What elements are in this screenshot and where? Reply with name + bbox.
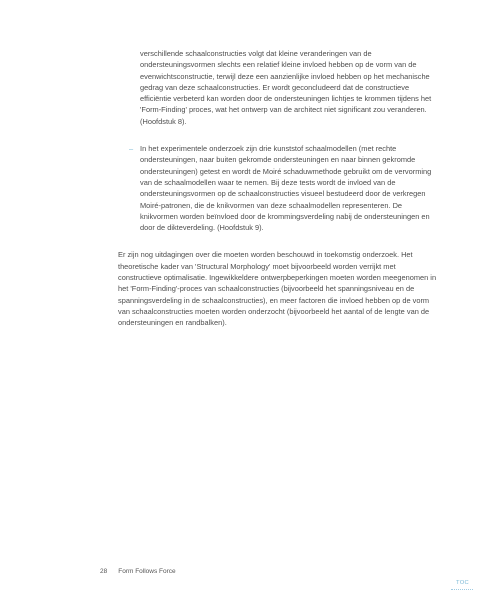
paragraph-continuation: verschillende schaalconstructies volgt dat kleine veranderingen van de ondersteuningsvormen slechts een relatief kleine invloed hebben op de vorm van de evenwichtsconstructie, terwijl deze een aanzienlijke invloed hebben op het mechanische gedrag van deze schaalconstructies. Er wordt geconcludeerd dat de constructieve efficiëntie verbeterd kan worden door de ondersteuningen lichtjes te krommen tijdens het 'Form-Finding' proces, wat het ontwerp van de architect niet significant zou veranderen. (Hoofdstuk 8). xyxy=(140,49,432,126)
list-item xyxy=(129,143,440,233)
page-number: 28 xyxy=(100,568,108,575)
book-title: Form Follows Force xyxy=(118,568,176,575)
page-footer xyxy=(100,567,176,576)
bullet-dash-icon: – xyxy=(129,144,134,154)
closing-paragraph: Er zijn nog uitdagingen over die moeten worden beschouwd in toekomstig onderzoek. Het theoretische kader van 'Structural Morphology' moet bijvoorbeeld worden verrijkt met constructieve optimalisatie. Ingewikkeldere ontwerpbeperkingen moeten worden meegenomen in het 'Form-Finding'-proces van schaalconstructies (bijvoorbeeld het spanningsniveau en de spanningsverdeling in de schaalconstructies), en meer factoren die invloed hebben op de vorm van schaalconstructies moeten worden onderzocht (bijvoorbeeld het aantal of de lengte van de ondersteuningen en randbalken). xyxy=(118,250,437,328)
bullet-text: In het experimentele onderzoek zijn drie kunststof schaalmodellen (met rechte ondersteuningen, naar buiten gekromde ondersteuningen en naar binnen gekromde ondersteuningen) getest en wordt de Moiré schaduwmethode gebruikt om de vervorming van de schaalmodellen waar te nemen. Bij deze tests wordt de invloed van de ondersteuningsvormen op de schaalconstructies visueel bestudeerd door de verkregen Moiré-patronen, die de knikvormen van deze schaalmodellen representeren. De knikvormen worden beïnvloed door de krommingsverdeling nabij de ondersteuningen en door de dikteverdeling. (Hoofdstuk 9). xyxy=(140,144,432,233)
body-content xyxy=(118,48,440,329)
toc-link[interactable]: TOC xyxy=(456,580,470,586)
toc-dotted-divider xyxy=(451,589,473,590)
